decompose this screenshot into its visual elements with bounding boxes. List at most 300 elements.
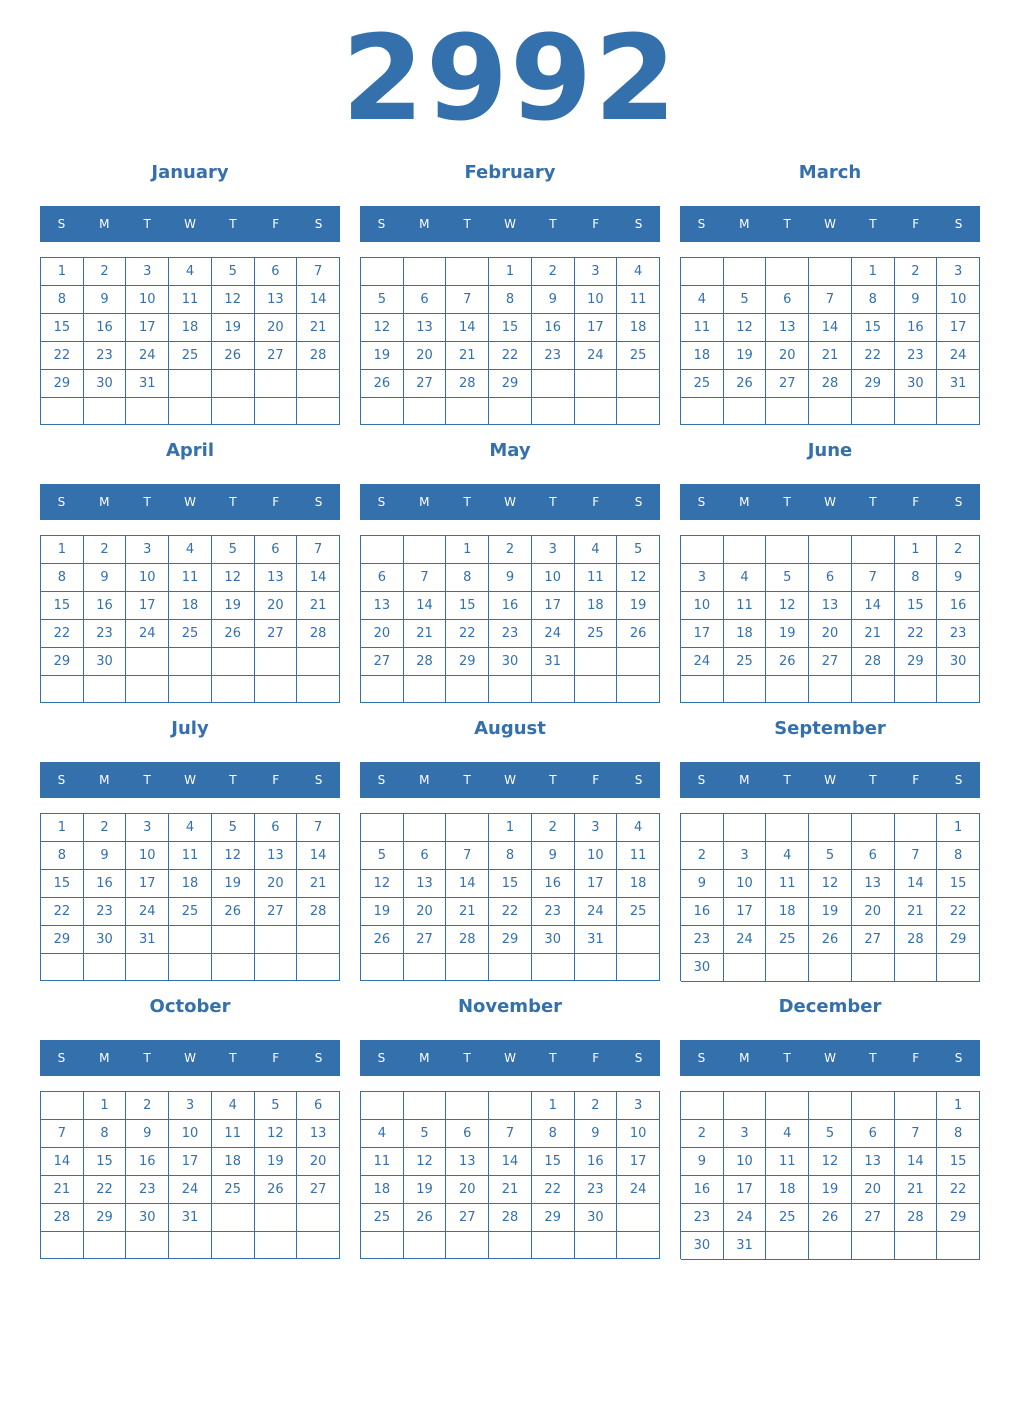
day-cell: 17 [617, 1148, 660, 1176]
weekday-label: M [99, 773, 110, 787]
empty-cell [724, 954, 767, 982]
weekday-label: W [824, 217, 836, 231]
day-cell: 9 [84, 564, 127, 592]
day-cell: 11 [681, 314, 724, 342]
empty-cell [169, 1232, 212, 1259]
weekday-label: S [634, 773, 643, 787]
day-cell: 7 [41, 1120, 84, 1148]
empty-cell [809, 1232, 852, 1260]
day-cell: 19 [212, 592, 255, 620]
empty-cell [724, 814, 767, 842]
day-cell: 3 [532, 536, 575, 564]
empty-cell [84, 1232, 127, 1259]
weekday-label: W [824, 773, 836, 787]
weekday-label: M [739, 217, 750, 231]
day-cell: 27 [766, 370, 809, 398]
day-cell: 15 [446, 592, 489, 620]
day-cell: 19 [617, 592, 660, 620]
day-cell: 17 [575, 870, 618, 898]
day-cell: 22 [41, 898, 84, 926]
day-cell: 27 [361, 648, 404, 676]
day-cell: 28 [404, 648, 447, 676]
day-cell: 23 [84, 898, 127, 926]
day-grid [40, 813, 340, 981]
day-cell: 26 [361, 926, 404, 954]
day-cell: 11 [361, 1148, 404, 1176]
day-cell: 1 [41, 814, 84, 842]
weekday-label: T [463, 495, 471, 509]
day-cell: 9 [532, 286, 575, 314]
day-cell: 4 [169, 814, 212, 842]
day-cell: 23 [575, 1176, 618, 1204]
day-cell: 24 [575, 342, 618, 370]
day-cell: 13 [404, 314, 447, 342]
day-cell: 19 [361, 342, 404, 370]
weekday-label: M [99, 495, 110, 509]
day-cell: 12 [766, 592, 809, 620]
weekday-label: T [229, 495, 237, 509]
day-cell: 28 [446, 926, 489, 954]
day-cell: 23 [681, 1204, 724, 1232]
day-cell: 31 [126, 926, 169, 954]
empty-cell [681, 258, 724, 286]
weekday-label: T [783, 773, 791, 787]
day-cell: 1 [41, 258, 84, 286]
day-cell: 17 [575, 314, 618, 342]
empty-cell [212, 398, 255, 425]
empty-cell [212, 1232, 255, 1259]
day-cell: 20 [297, 1148, 340, 1176]
weekday-label: S [697, 217, 706, 231]
weekday-label: S [954, 217, 963, 231]
day-cell: 14 [297, 564, 340, 592]
day-cell: 10 [724, 870, 767, 898]
day-cell: 17 [532, 592, 575, 620]
day-cell: 28 [852, 648, 895, 676]
weekday-label: S [697, 773, 706, 787]
empty-cell [937, 1232, 980, 1260]
empty-cell [255, 1232, 298, 1259]
day-cell: 14 [404, 592, 447, 620]
day-cell: 9 [681, 870, 724, 898]
day-cell: 3 [724, 842, 767, 870]
empty-cell [852, 398, 895, 425]
weekday-label: M [739, 773, 750, 787]
day-cell: 23 [84, 342, 127, 370]
day-cell: 9 [84, 286, 127, 314]
day-cell: 25 [617, 898, 660, 926]
day-cell: 5 [255, 1092, 298, 1120]
day-cell: 6 [255, 814, 298, 842]
day-grid [680, 257, 980, 425]
empty-cell [575, 676, 618, 703]
day-cell: 16 [84, 870, 127, 898]
day-cell: 17 [126, 592, 169, 620]
day-cell: 19 [809, 898, 852, 926]
day-cell: 12 [361, 870, 404, 898]
day-cell: 4 [169, 258, 212, 286]
empty-cell [212, 926, 255, 954]
day-cell: 12 [255, 1120, 298, 1148]
empty-cell [41, 954, 84, 981]
empty-cell [532, 370, 575, 398]
day-cell: 19 [809, 1176, 852, 1204]
empty-cell [212, 648, 255, 676]
empty-cell [361, 676, 404, 703]
empty-cell [404, 398, 447, 425]
day-cell: 13 [361, 592, 404, 620]
empty-cell [297, 676, 340, 703]
empty-cell [255, 648, 298, 676]
day-cell: 1 [937, 1092, 980, 1120]
weekday-label: F [592, 495, 600, 509]
empty-cell [895, 814, 938, 842]
day-cell: 26 [212, 898, 255, 926]
day-cell: 23 [937, 620, 980, 648]
weekday-label: T [229, 773, 237, 787]
day-cell: 8 [84, 1120, 127, 1148]
empty-cell [84, 954, 127, 981]
weekday-label: S [954, 495, 963, 509]
empty-cell [126, 676, 169, 703]
day-cell: 29 [852, 370, 895, 398]
empty-cell [809, 676, 852, 703]
day-cell: 12 [404, 1148, 447, 1176]
empty-cell [126, 398, 169, 425]
empty-cell [809, 398, 852, 425]
day-cell: 16 [895, 314, 938, 342]
day-cell: 15 [41, 314, 84, 342]
day-cell: 9 [895, 286, 938, 314]
day-cell: 25 [766, 926, 809, 954]
empty-cell [809, 814, 852, 842]
day-cell: 6 [852, 1120, 895, 1148]
day-cell: 8 [852, 286, 895, 314]
day-cell: 15 [489, 314, 532, 342]
empty-cell [724, 258, 767, 286]
day-cell: 2 [937, 536, 980, 564]
day-cell: 6 [361, 564, 404, 592]
empty-cell [84, 398, 127, 425]
day-cell: 31 [169, 1204, 212, 1232]
weekday-label: F [272, 217, 280, 231]
empty-cell [169, 954, 212, 981]
day-cell: 5 [809, 842, 852, 870]
empty-cell [446, 258, 489, 286]
month-july [40, 714, 340, 984]
empty-cell [212, 370, 255, 398]
day-cell: 20 [361, 620, 404, 648]
day-cell: 8 [41, 842, 84, 870]
day-cell: 20 [852, 898, 895, 926]
weekday-header [40, 762, 340, 798]
day-cell: 20 [809, 620, 852, 648]
month-september [680, 714, 980, 984]
day-grid [360, 257, 660, 425]
month-june [680, 436, 980, 706]
day-cell: 15 [895, 592, 938, 620]
day-cell: 26 [404, 1204, 447, 1232]
day-cell: 7 [852, 564, 895, 592]
day-cell: 26 [809, 1204, 852, 1232]
day-cell: 22 [489, 342, 532, 370]
empty-cell [489, 954, 532, 981]
day-cell: 16 [532, 314, 575, 342]
day-cell: 2 [489, 536, 532, 564]
weekday-label: T [783, 217, 791, 231]
weekday-header [40, 206, 340, 242]
day-cell: 10 [126, 842, 169, 870]
day-cell: 8 [446, 564, 489, 592]
weekday-label: F [912, 1051, 920, 1065]
empty-cell [404, 258, 447, 286]
day-cell: 4 [361, 1120, 404, 1148]
day-cell: 5 [404, 1120, 447, 1148]
day-cell: 30 [126, 1204, 169, 1232]
empty-cell [41, 1092, 84, 1120]
empty-cell [766, 814, 809, 842]
empty-cell [852, 1232, 895, 1260]
empty-cell [532, 676, 575, 703]
month-name: July [171, 718, 209, 739]
day-cell: 13 [446, 1148, 489, 1176]
day-cell: 24 [169, 1176, 212, 1204]
empty-cell [169, 398, 212, 425]
empty-cell [895, 954, 938, 982]
day-cell: 9 [937, 564, 980, 592]
empty-cell [212, 1204, 255, 1232]
month-name: September [774, 718, 886, 739]
day-cell: 25 [212, 1176, 255, 1204]
empty-cell [361, 398, 404, 425]
empty-cell [809, 258, 852, 286]
day-cell: 15 [532, 1148, 575, 1176]
day-cell: 21 [41, 1176, 84, 1204]
day-cell: 1 [41, 536, 84, 564]
weekday-label: T [463, 773, 471, 787]
day-cell: 13 [255, 564, 298, 592]
day-cell: 6 [404, 286, 447, 314]
day-cell: 23 [489, 620, 532, 648]
day-cell: 4 [575, 536, 618, 564]
day-cell: 30 [681, 954, 724, 982]
day-cell: 18 [724, 620, 767, 648]
weekday-label: M [99, 217, 110, 231]
empty-cell [724, 536, 767, 564]
day-cell: 2 [84, 814, 127, 842]
day-cell: 23 [895, 342, 938, 370]
day-cell: 3 [126, 258, 169, 286]
day-cell: 1 [852, 258, 895, 286]
weekday-label: S [634, 217, 643, 231]
weekday-label: T [869, 217, 877, 231]
weekday-header [680, 206, 980, 242]
day-cell: 18 [617, 870, 660, 898]
day-cell: 20 [255, 592, 298, 620]
empty-cell [766, 1232, 809, 1260]
day-cell: 16 [84, 314, 127, 342]
day-cell: 26 [766, 648, 809, 676]
empty-cell [489, 1232, 532, 1259]
weekday-label: T [869, 773, 877, 787]
day-cell: 8 [41, 286, 84, 314]
empty-cell [937, 676, 980, 703]
empty-cell [575, 954, 618, 981]
day-cell: 24 [617, 1176, 660, 1204]
day-cell: 30 [937, 648, 980, 676]
weekday-label: S [57, 773, 66, 787]
day-cell: 4 [681, 286, 724, 314]
month-may [360, 436, 660, 706]
day-cell: 18 [169, 592, 212, 620]
day-cell: 6 [852, 842, 895, 870]
day-cell: 22 [41, 620, 84, 648]
day-cell: 24 [126, 620, 169, 648]
day-cell: 9 [575, 1120, 618, 1148]
weekday-label: S [954, 773, 963, 787]
day-cell: 5 [361, 842, 404, 870]
day-cell: 30 [84, 648, 127, 676]
weekday-label: W [184, 495, 196, 509]
empty-cell [937, 398, 980, 425]
day-cell: 5 [617, 536, 660, 564]
day-cell: 16 [575, 1148, 618, 1176]
empty-cell [937, 954, 980, 982]
empty-cell [84, 676, 127, 703]
day-grid [360, 535, 660, 703]
day-cell: 25 [766, 1204, 809, 1232]
empty-cell [169, 676, 212, 703]
weekday-label: F [272, 1051, 280, 1065]
day-cell: 26 [212, 342, 255, 370]
empty-cell [255, 370, 298, 398]
day-cell: 23 [532, 898, 575, 926]
day-cell: 14 [895, 870, 938, 898]
day-cell: 12 [212, 286, 255, 314]
day-cell: 12 [809, 870, 852, 898]
day-cell: 2 [126, 1092, 169, 1120]
month-name: November [457, 996, 563, 1017]
day-cell: 13 [766, 314, 809, 342]
year-title: 2992 [341, 9, 679, 147]
day-cell: 11 [212, 1120, 255, 1148]
weekday-label: W [504, 217, 516, 231]
day-cell: 24 [681, 648, 724, 676]
day-cell: 22 [937, 898, 980, 926]
day-cell: 2 [84, 258, 127, 286]
weekday-label: S [377, 773, 386, 787]
day-cell: 18 [766, 1176, 809, 1204]
day-cell: 6 [809, 564, 852, 592]
day-grid [680, 535, 980, 703]
day-cell: 29 [446, 648, 489, 676]
weekday-label: S [314, 217, 323, 231]
day-cell: 27 [852, 1204, 895, 1232]
day-cell: 30 [84, 926, 127, 954]
day-cell: 31 [937, 370, 980, 398]
day-cell: 22 [532, 1176, 575, 1204]
empty-cell [617, 1232, 660, 1259]
day-cell: 28 [41, 1204, 84, 1232]
day-cell: 21 [809, 342, 852, 370]
empty-cell [297, 648, 340, 676]
day-cell: 22 [937, 1176, 980, 1204]
day-cell: 14 [297, 286, 340, 314]
weekday-label: S [697, 1051, 706, 1065]
day-cell: 29 [84, 1204, 127, 1232]
weekday-label: W [824, 1051, 836, 1065]
month-february [360, 158, 660, 428]
day-cell: 7 [895, 1120, 938, 1148]
weekday-label: M [739, 1051, 750, 1065]
weekday-header [40, 484, 340, 520]
empty-cell [852, 954, 895, 982]
weekday-label: T [143, 495, 151, 509]
day-cell: 29 [895, 648, 938, 676]
day-cell: 11 [766, 870, 809, 898]
day-cell: 27 [404, 370, 447, 398]
empty-cell [575, 398, 618, 425]
day-cell: 5 [212, 814, 255, 842]
day-cell: 20 [404, 342, 447, 370]
day-cell: 2 [532, 258, 575, 286]
day-cell: 27 [852, 926, 895, 954]
day-cell: 16 [937, 592, 980, 620]
month-name: August [474, 718, 546, 739]
day-cell: 13 [404, 870, 447, 898]
day-cell: 30 [489, 648, 532, 676]
empty-cell [41, 676, 84, 703]
weekday-header [360, 484, 660, 520]
day-cell: 9 [126, 1120, 169, 1148]
day-cell: 31 [575, 926, 618, 954]
month-name: March [798, 162, 862, 183]
weekday-label: W [824, 495, 836, 509]
day-cell: 18 [766, 898, 809, 926]
day-cell: 10 [532, 564, 575, 592]
empty-cell [297, 1232, 340, 1259]
day-cell: 16 [489, 592, 532, 620]
day-cell: 18 [361, 1176, 404, 1204]
empty-cell [617, 648, 660, 676]
day-cell: 26 [361, 370, 404, 398]
day-cell: 25 [681, 370, 724, 398]
day-cell: 2 [84, 536, 127, 564]
day-cell: 12 [809, 1148, 852, 1176]
day-cell: 1 [532, 1092, 575, 1120]
weekday-label: S [57, 217, 66, 231]
weekday-label: F [272, 495, 280, 509]
month-name: April [165, 440, 215, 461]
month-january [40, 158, 340, 428]
weekday-label: F [592, 217, 600, 231]
empty-cell [446, 398, 489, 425]
empty-cell [809, 1092, 852, 1120]
day-cell: 19 [361, 898, 404, 926]
month-august [360, 714, 660, 984]
day-cell: 7 [297, 258, 340, 286]
empty-cell [404, 954, 447, 981]
weekday-label: M [419, 217, 430, 231]
day-cell: 25 [169, 898, 212, 926]
day-cell: 21 [297, 592, 340, 620]
empty-cell [169, 370, 212, 398]
day-cell: 11 [617, 286, 660, 314]
month-october [40, 992, 340, 1262]
day-cell: 10 [126, 564, 169, 592]
empty-cell [404, 1092, 447, 1120]
empty-cell [212, 954, 255, 981]
